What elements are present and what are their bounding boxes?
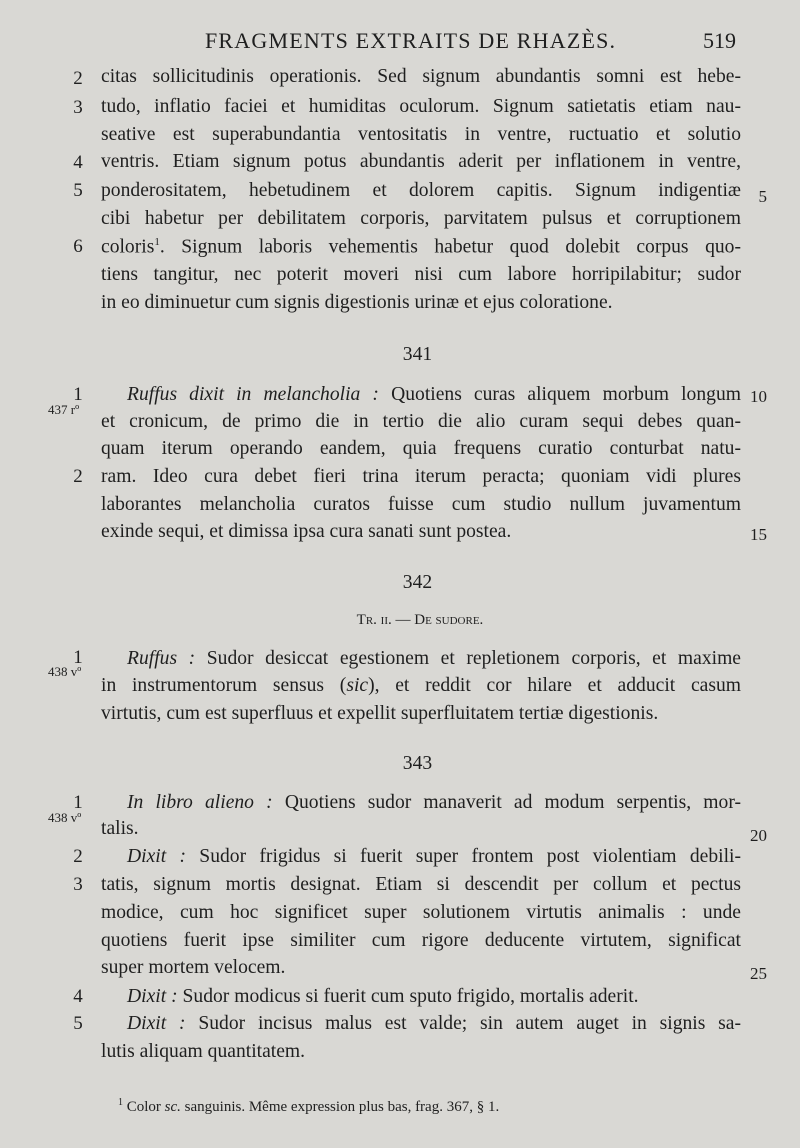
margin-line-count: 10 [750,387,767,406]
text-line [127,846,741,868]
text-line: tudo, inflatio faciei et humiditas oculorum. Signum satietatis etiam nau- [101,96,741,117]
text-segment: Sudor modicus si fuerit cum sputo frigido, mortalis aderit. [182,986,639,1007]
text-line: in instrumentorum sensus (sic), et reddit cor hilare et adducit casum [101,675,741,696]
section-number: 341 [402,344,433,365]
running-header-title: FRAGMENTS EXTRAITS DE RHAZÈS. [205,28,617,53]
line-number: 6 [73,236,83,257]
text-line: et cronicum, de primo die in tertio die alio curam sequi debes quan- [101,411,741,432]
margin-line-count: 20 [750,826,767,845]
folio-reference: 438 vº [48,810,82,825]
speaker-lead: In libro alieno : [127,792,273,813]
speaker-lead: Ruffus dixit in melancholia : [127,384,379,405]
footnote-reference: 1 [154,236,160,248]
text-segment: Sudor frigidus si fuerit super frontem post violentiam debili- [199,846,741,867]
text-line [127,1013,741,1035]
line-number: 1 [73,384,83,405]
line-number: 1 [73,792,83,813]
text-line: tiens tangitur, nec poterit moveri nisi cum labore horripilabitur; sudor [101,264,741,285]
text-line: in eo diminuetur cum signis digestionis urinæ et ejus coloratione. [101,292,613,313]
text-segment: Quotiens sudor manaverit ad modum serpentis, mor- [284,792,741,813]
section-subtitle: Tr. ii. — De sudore. [356,612,484,628]
speaker-lead: Ruffus : [127,648,196,669]
section-number: 342 [402,572,433,593]
text-line [127,648,741,670]
text-segment: Quotiens curas aliquem morbum longum [391,384,741,405]
line-number: 2 [73,466,83,487]
text-line [127,986,741,1008]
page-number: 519 [703,28,736,53]
text-line: tatis, signum mortis designat. Etiam si descendit per collum et pectus [101,874,741,895]
line-number: 2 [73,68,83,89]
text-line: modice, cum hoc significet super solutionem virtutis animalis : unde [101,902,741,923]
footnote-number: 1 [118,1097,123,1108]
text-line: cibi habetur per debilitatem corporis, parvitatem pulsus et corruptionem [101,208,741,229]
line-number: 5 [73,180,83,201]
text-line [127,792,741,814]
speaker-lead: Dixit : [127,1013,186,1034]
text-line: quotiens fuerit ipse similiter cum rigore deducente virtutem, significat [101,930,741,951]
italic-word: sc. [164,1099,181,1115]
text-line: quam iterum operando eandem, quia frequens curatio conturbat natu- [101,438,741,459]
margin-line-count: 15 [750,525,767,544]
text-line: laborantes melancholia curatos fuisse cum studio nullum juvamentum [101,494,741,515]
line-number: 3 [73,97,83,118]
margin-line-count: 25 [750,964,767,983]
text-segment: Signum laboris vehementis habetur quod dolebit corpus quo- [181,236,742,258]
text-line [127,384,741,406]
text-segment: Sudor incisus malus est valde; sin autem auget in signis sa- [198,1013,741,1034]
folio-reference: 438 vº [48,664,82,679]
margin-line-count: 5 [758,187,767,206]
text-line: ram. Ideo cura debet fieri trina iterum peracta; quoniam vidi plures [101,466,741,487]
speaker-lead: Dixit : [127,986,178,1007]
line-number: 1 [73,647,83,668]
text-line: talis. [101,818,139,839]
folio-reference: 437 rº [48,402,80,417]
text-line: exinde sequi, et dimissa ipsa cura sanati sunt postea. [101,521,512,542]
text-line: lutis aliquam quantitatem. [101,1041,306,1062]
line-number: 4 [73,152,83,173]
text-line: virtutis, cum est superfluus et expellit superfluitatem tertiæ digestionis. [101,703,659,724]
line-number: 4 [73,986,83,1007]
section-number: 343 [402,753,433,774]
text-line: seative est superabundantia ventositatis in ventre, ructuatio et solutio [101,124,741,145]
text-segment: Sudor desiccat egestionem et repletionem corporis, et maxime [206,648,742,669]
line-number: 2 [73,846,83,867]
footnote-text: Color sc. sanguinis. Même expression plus bas, frag. 367, § 1. [126,1099,500,1115]
footnote [118,1097,499,1116]
text-line: ventris. Etiam signum potus abundantis aderit per inflationem in ventre, [101,151,741,172]
text-line: super mortem velocem. [101,957,286,978]
italic-word: sic [346,675,369,696]
speaker-lead: Dixit : [127,846,186,867]
text-line: coloris$^1$. Signum laboris vehementis habetur quod dolebit corpus quo- [101,236,742,258]
text-line: ponderositatem, hebetudinem et dolorem capitis. Signum indigentiæ [101,180,741,201]
text-line: citas sollicitudinis operationis. Sed signum abundantis somni est hebe- [101,66,741,87]
text-word: coloris [101,236,155,258]
line-number: 5 [73,1013,83,1034]
line-number: 3 [73,874,83,895]
